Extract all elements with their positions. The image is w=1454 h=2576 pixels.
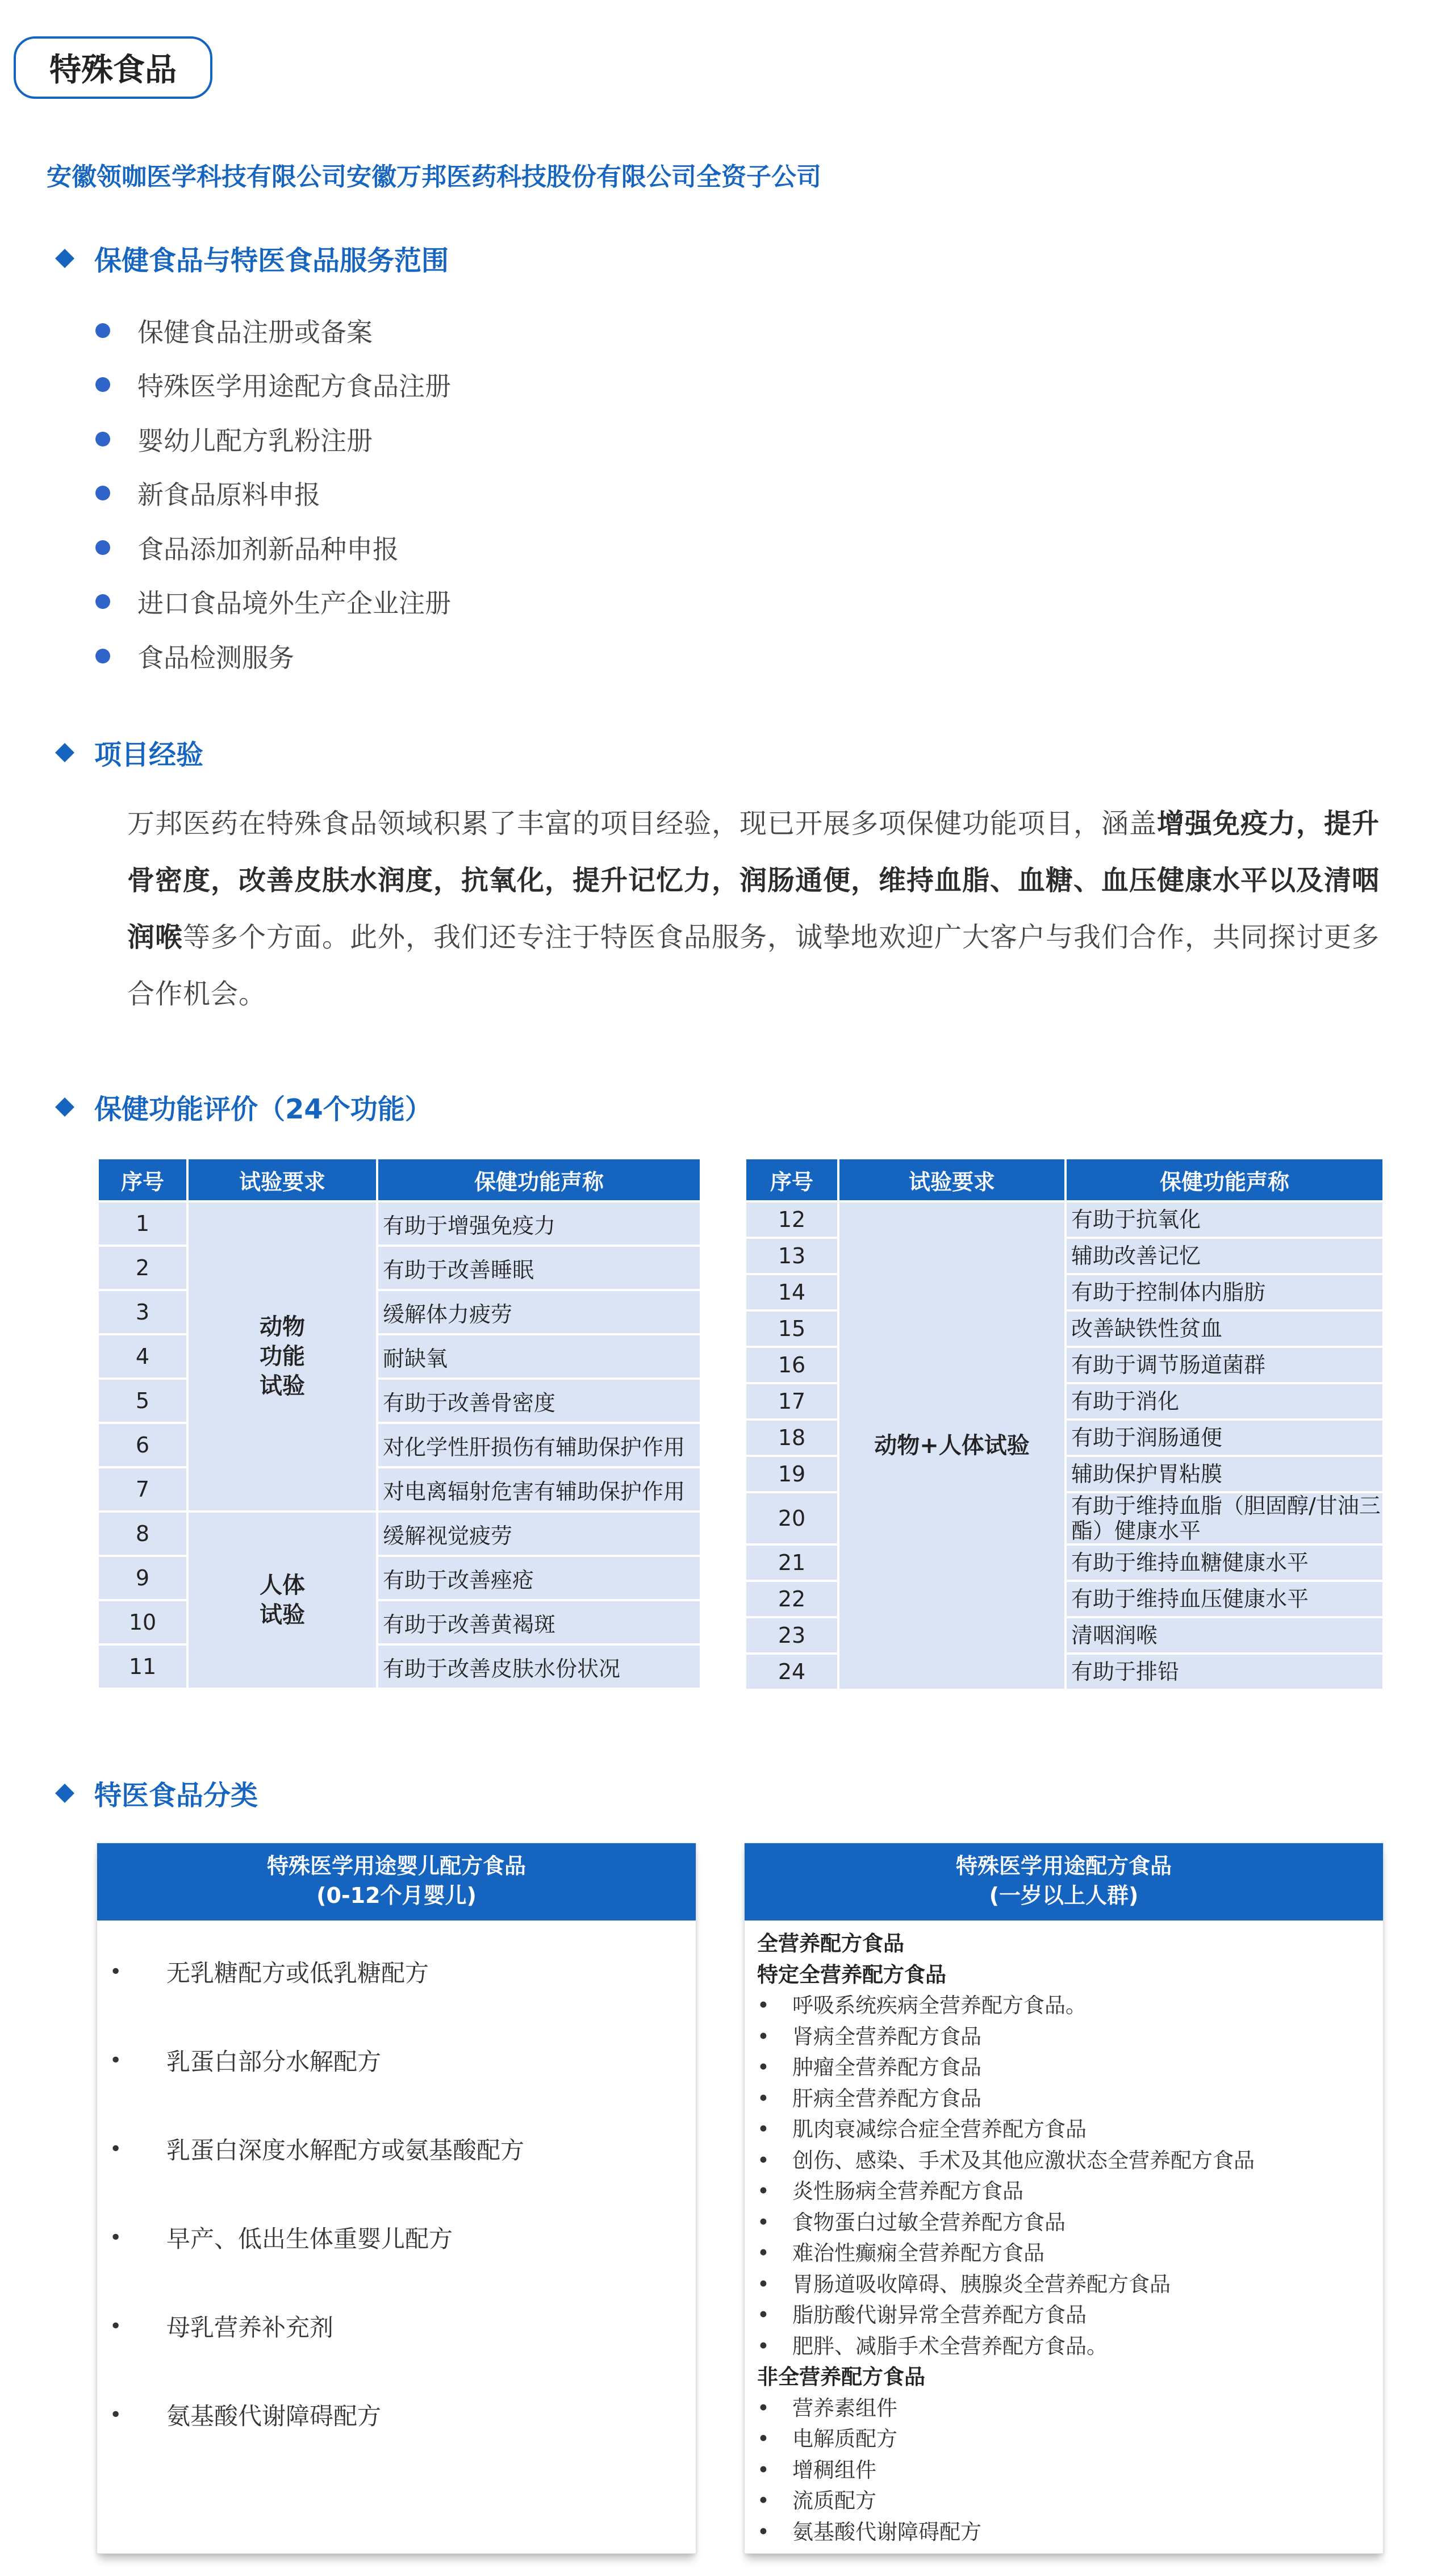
category-item-label: 增稠组件 [792,2457,876,2482]
row-number: 16 [746,1348,837,1382]
bullet-icon: • [757,2427,770,2451]
row-claim: 有助于改善痤疮 [378,1557,700,1599]
row-claim: 有助于排铅 [1067,1655,1382,1689]
section-categories-title: 特医食品分类 [94,1780,258,1811]
diamond-icon [55,249,74,268]
row-claim: 有助于抗氧化 [1067,1203,1382,1237]
bullet-icon: • [757,2395,770,2420]
row-number: 17 [746,1384,837,1418]
list-item [757,2207,1383,2239]
row-number: 20 [746,1493,837,1543]
specific-formula-list [757,1990,1383,2362]
experience-paragraph [127,795,1382,1022]
header-no: 序号 [746,1159,837,1200]
diamond-icon [55,743,74,762]
group-heading: 特定全营养配方食品 [757,1962,946,1987]
bullet-dot-icon [95,540,110,555]
list-item [95,412,451,466]
list-item [97,2105,696,2193]
row-number: 8 [99,1513,186,1555]
section-functions-heading [55,1087,432,1126]
page-title: 特殊食品 [14,36,212,99]
row-number: 23 [746,1618,837,1652]
row-claim: 辅助保护胃粘膜 [1067,1457,1382,1491]
section-experience-heading [55,733,203,772]
list-item [757,2052,1383,2084]
header-claim: 保健功能声称 [1067,1159,1382,1200]
adult-category-body [745,1920,1383,2548]
row-claim: 有助于改善黄褐斑 [378,1601,700,1643]
list-item [757,2176,1383,2207]
row-claim: 有助于维持血脂（胆固醇/甘油三酯）健康水平 [1067,1493,1382,1543]
list-item [757,2424,1383,2455]
list-item [95,358,451,412]
group-label: 试验 [260,1602,305,1628]
bullet-icon: • [757,2024,770,2049]
bullet-dot-icon [95,323,110,338]
scope-item-label: 食品检测服务 [137,642,294,673]
row-claim: 缓解视觉疲劳 [378,1513,700,1555]
section-scope-title: 保健食品与特医食品服务范围 [94,245,449,277]
scope-item-label: 进口食品境外生产企业注册 [137,588,451,619]
row-number: 2 [99,1247,186,1289]
row-number: 5 [99,1380,186,1422]
bullet-icon: • [757,2333,770,2358]
bullet-dot-icon [95,594,110,609]
header-requirement: 试验要求 [189,1159,376,1200]
row-number: 4 [99,1335,186,1377]
bullet-icon: • [757,2055,770,2080]
experience-text: 万邦医药在特殊食品领域积累了丰富的项目经验，现已开展多项保健功能项目，涵盖 [127,808,1158,840]
scope-item-label: 特殊医学用途配方食品注册 [137,371,451,402]
row-claim: 缓解体力疲劳 [378,1291,700,1333]
list-item [757,2238,1383,2269]
category-item-label: 氨基酸代谢障碍配方 [792,2519,981,2544]
list-item [757,2331,1383,2362]
experience-highlight: 增强免疫力，提升骨密度，改善皮肤水润度，抗氧化，提升记忆力，润肠通便，维持血脂、血糖、血压健康水平以及清咽润喉 [127,808,1380,953]
header-requirement: 试验要求 [839,1159,1064,1200]
category-item-label: 乳蛋白深度水解配方或氨基酸配方 [166,2136,525,2164]
infant-category-subtitle: (0-12个月婴儿) [316,1883,477,1908]
list-item [97,2193,696,2282]
section-functions-title: 保健功能评价（24个功能） [94,1093,432,1125]
category-item-label: 肾病全营养配方食品 [792,2024,981,2049]
function-table-right [744,1157,1385,1691]
row-number: 3 [99,1291,186,1333]
category-item-label: 无乳糖配方或低乳糖配方 [166,1959,429,1987]
experience-text: 等多个方面。此外，我们还专注于特医食品服务，诚挚地欢迎广大客户与我们合作，共同探讨更多合作机会。 [127,921,1380,1010]
row-number: 1 [99,1203,186,1245]
adult-category-subtitle: (一岁以上人群) [989,1883,1139,1908]
list-item [757,1990,1383,2022]
bullet-icon: • [110,1960,122,1984]
section-categories-heading [55,1773,258,1813]
row-claim: 有助于调节肠道菌群 [1067,1348,1382,1382]
bullet-icon: • [757,1993,770,2018]
row-claim: 有助于改善骨密度 [378,1380,700,1422]
bullet-dot-icon [95,486,110,500]
diamond-icon [55,1784,74,1803]
bullet-icon: • [757,2519,770,2544]
section-experience-title: 项目经验 [94,739,204,771]
list-item [757,2269,1383,2301]
category-item-label: 流质配方 [792,2489,876,2513]
row-claim: 耐缺氧 [378,1335,700,1377]
group-label: 动物 [260,1314,305,1340]
list-item [757,2022,1383,2053]
category-item-label: 母乳营养补充剂 [166,2314,334,2341]
category-item-label: 肥胖、减脂手术全营养配方食品。 [792,2333,1108,2358]
row-number: 12 [746,1203,837,1237]
row-number: 22 [746,1582,837,1616]
row-number: 10 [99,1601,186,1643]
row-number: 15 [746,1312,837,1346]
row-claim: 有助于维持血糖健康水平 [1067,1546,1382,1580]
category-item-label: 胃肠道吸收障碍、胰腺炎全营养配方食品 [792,2272,1171,2297]
infant-category-header [97,1843,696,1920]
category-item-label: 肿瘤全营养配方食品 [792,2055,981,2080]
list-item [95,466,451,521]
row-claim: 有助于改善睡眠 [378,1247,700,1289]
list-item [95,629,451,683]
row-number: 11 [99,1646,186,1688]
row-claim: 有助于润肠通便 [1067,1421,1382,1455]
scope-item-label: 新食品原料申报 [137,479,320,511]
category-item-label: 肝病全营养配方食品 [792,2086,981,2111]
bullet-icon: • [757,2179,770,2203]
group-human [189,1513,376,1688]
group-heading: 非全营养配方食品 [757,2365,925,2389]
adult-category-title: 特殊医学用途配方食品 [955,1853,1172,1878]
category-item-label: 电解质配方 [792,2427,897,2451]
list-item [97,1927,696,2016]
scope-item-label: 婴幼儿配方乳粉注册 [137,425,373,456]
bullet-icon: • [110,2226,122,2249]
group-label: 人体 [260,1572,305,1598]
table-row [99,1203,700,1245]
list-item [95,303,451,358]
list-item [757,2517,1383,2548]
infant-category-title: 特殊医学用途婴儿配方食品 [266,1853,526,1878]
company-name: 安徽领咖医学科技有限公司安徽万邦医药科技股份有限公司全资子公司 [47,162,821,191]
category-item-label: 呼吸系统疾病全营养配方食品。 [792,1993,1087,2018]
scope-list [95,303,451,683]
infant-category-card [97,1843,696,2554]
category-item-label: 早产、低出生体重婴儿配方 [166,2225,453,2253]
scope-item-label: 食品添加剂新品种申报 [137,533,399,565]
bullet-icon: • [757,2086,770,2111]
row-number: 24 [746,1655,837,1689]
bullet-icon: • [110,2137,122,2161]
group-label: 试验 [260,1373,305,1399]
list-item [97,2370,696,2459]
category-item-label: 难治性癫痫全营养配方食品 [792,2241,1044,2265]
row-claim: 有助于增强免疫力 [378,1203,700,1245]
row-number: 6 [99,1424,186,1466]
bullet-icon: • [757,2117,770,2141]
adult-category-header [745,1843,1383,1920]
category-item-label: 营养素组件 [792,2395,897,2420]
row-number: 18 [746,1421,837,1455]
category-item-label: 氨基酸代谢障碍配方 [166,2402,382,2430]
group-label: 功能 [260,1343,305,1370]
list-item [757,2300,1383,2331]
group-animal [189,1203,376,1510]
row-claim: 对化学性肝损伤有辅助保护作用 [378,1424,700,1466]
bullet-icon: • [757,2148,770,2173]
category-item-label: 乳蛋白部分水解配方 [166,2048,382,2076]
non-full-formula-list [757,2393,1383,2548]
bullet-icon: • [110,2048,122,2072]
list-item [97,2016,696,2105]
group-heading: 全营养配方食品 [757,1931,904,1956]
row-claim: 有助于维持血压健康水平 [1067,1582,1382,1616]
list-item [757,2486,1383,2517]
bullet-dot-icon [95,377,110,392]
bullet-icon: • [757,2489,770,2513]
row-claim: 改善缺铁性贫血 [1067,1312,1382,1346]
bullet-icon: • [757,2272,770,2297]
category-item-label: 脂肪酸代谢异常全营养配方食品 [792,2303,1087,2327]
bullet-dot-icon [95,432,110,446]
section-scope-heading [55,239,449,278]
table-row [99,1513,700,1555]
bullet-icon: • [110,2314,122,2338]
adult-category-card [744,1843,1384,2554]
list-item [95,520,451,575]
row-number: 19 [746,1457,837,1491]
row-number: 9 [99,1557,186,1599]
row-claim: 对电离辐射危害有辅助保护作用 [378,1468,700,1510]
category-item-label: 炎性肠病全营养配方食品 [792,2179,1023,2203]
scope-item-label: 保健食品注册或备案 [137,316,373,348]
category-item-label: 食物蛋白过敏全营养配方食品 [792,2210,1066,2235]
group-animal-human: 动物+人体试验 [839,1203,1064,1689]
row-claim: 有助于改善皮肤水份状况 [378,1646,700,1688]
bullet-icon: • [757,2457,770,2482]
header-no: 序号 [99,1159,186,1200]
row-number: 21 [746,1546,837,1580]
infant-category-list [97,1927,696,2459]
list-item [95,575,451,629]
category-item-label: 创伤、感染、手术及其他应激状态全营养配方食品 [792,2148,1255,2173]
header-claim: 保健功能声称 [378,1159,700,1200]
bullet-icon: • [757,2241,770,2265]
bullet-icon: • [757,2303,770,2327]
list-item [757,2455,1383,2486]
category-item-label: 肌肉衰减综合症全营养配方食品 [792,2117,1087,2141]
row-number: 7 [99,1468,186,1510]
row-claim: 有助于消化 [1067,1384,1382,1418]
function-table-left [97,1157,702,1690]
list-item [757,2114,1383,2145]
bullet-dot-icon [95,649,110,663]
diamond-icon [55,1097,74,1117]
list-item [97,2282,696,2370]
bullet-icon: • [757,2210,770,2235]
row-claim: 辅助改善记忆 [1067,1239,1382,1273]
row-number: 14 [746,1275,837,1309]
row-claim: 有助于控制体内脂肪 [1067,1275,1382,1309]
row-number: 13 [746,1239,837,1273]
list-item [757,2393,1383,2424]
row-claim: 清咽润喉 [1067,1618,1382,1652]
list-item [757,2084,1383,2115]
bullet-icon: • [110,2403,122,2427]
list-item [757,2145,1383,2177]
table-row [746,1203,1382,1237]
